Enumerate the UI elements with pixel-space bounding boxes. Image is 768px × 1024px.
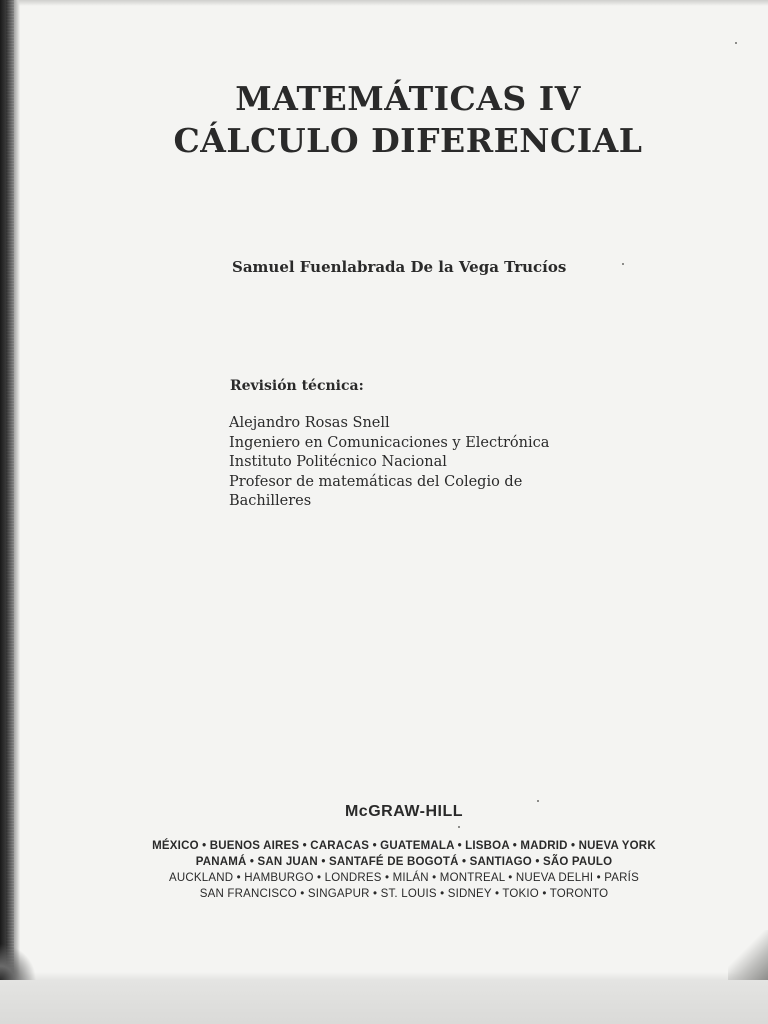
scan-speck bbox=[537, 800, 539, 802]
reviewer-position-line-2: Bachilleres bbox=[229, 493, 312, 509]
cities-line-2: PANAMÁ • SAN JUAN • SANTAFÉ DE BOGOTÁ • SANTIAGO • SÃO PAULO bbox=[195, 856, 613, 868]
reviewer-institution: Instituto Politécnico Nacional bbox=[229, 454, 447, 470]
scan-speck bbox=[458, 826, 460, 828]
technical-review-heading: Revisión técnica: bbox=[230, 378, 364, 394]
book-title-line-1: MATEMÁTICAS IV bbox=[235, 79, 581, 118]
page-bottom-left-curl bbox=[0, 940, 40, 980]
scan-speck bbox=[735, 42, 737, 44]
publisher-cities bbox=[0, 838, 768, 902]
publisher-name: McGRAW-HILL bbox=[344, 803, 464, 820]
page-corner-curl bbox=[728, 930, 768, 980]
cities-line-3: AUCKLAND • HAMBURGO • LONDRES • MILÁN • MONTREAL • NUEVA DELHI • PARÍS bbox=[169, 872, 639, 884]
book-title-line-2: CÁLCULO DIFERENCIAL bbox=[173, 121, 643, 160]
reviewer-details bbox=[229, 414, 549, 512]
book-title bbox=[0, 78, 768, 162]
page-bottom-shadow bbox=[0, 972, 768, 1024]
reviewer-position-line-1: Profesor de matemáticas del Colegio de bbox=[229, 473, 523, 490]
reviewer-degree: Ingeniero en Comunicaciones y Electrónica bbox=[229, 434, 550, 451]
book-author: Samuel Fuenlabrada De la Vega Trucíos bbox=[232, 258, 567, 276]
cities-line-1: MÉXICO • BUENOS AIRES • CARACAS • GUATEMALA • LISBOA • MADRID • NUEVA YORK bbox=[152, 840, 656, 852]
scan-speck bbox=[622, 263, 624, 265]
reviewer-name: Alejandro Rosas Snell bbox=[229, 415, 390, 431]
cities-line-4: SAN FRANCISCO • SINGAPUR • ST. LOUIS • SIDNEY • TOKIO • TORONTO bbox=[199, 888, 609, 900]
scan-top-edge bbox=[0, 0, 768, 6]
